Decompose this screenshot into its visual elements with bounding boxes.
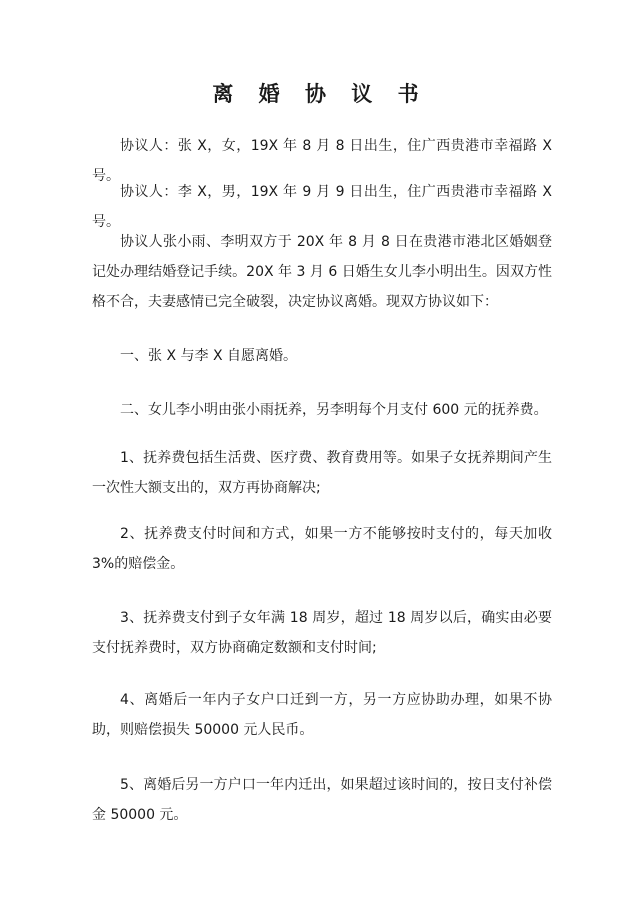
paragraph-party-zhang: 协议人：张 X，女，19X 年 8 月 8 日出生，住广西贵港市幸福路 X 号。 [92, 138, 552, 184]
paragraph-party-li: 协议人：李 X，男，19X 年 9 月 9 日出生，住广西贵港市幸福路 X 号。 [92, 184, 552, 230]
paragraph-subclause-3: 3、抚养费支付到子女年满 18 周岁，超过 18 周岁以后，确实由必要支付抚养费时，双方协商确定数额和支付时间; [92, 610, 552, 656]
paragraph-background: 协议人张小雨、李明双方于 20X 年 8 月 8 日在贵港市港北区婚姻登记处办理结婚登记手续。20X 年 3 月 6 日婚生女儿李小明出生。因双方性格不合，夫妻感情已完全破裂，决定协议离婚。现双方协议如下： [92, 234, 552, 310]
paragraph-subclause-5: 5、离婚后另一方户口一年内迁出，如果超过该时间的，按日支付补偿金 50000 元。 [92, 777, 552, 823]
paragraph-clause-1: 一、张 X 与李 X 自愿离婚。 [120, 348, 297, 364]
paragraph-subclause-2: 2、抚养费支付时间和方式，如果一方不能够按时支付的，每天加收 3%的赔偿金。 [92, 526, 552, 572]
document-title: 离 婚 协 议 书 [212, 82, 428, 106]
paragraph-clause-2: 二、女儿李小明由张小雨抚养，另李明每个月支付 600 元的抚养费。 [120, 402, 548, 418]
paragraph-subclause-4: 4、离婚后一年内子女户口迁到一方，另一方应协助办理，如果不协助，则赔偿损失 50000 元人民币。 [92, 692, 552, 738]
paragraph-subclause-1: 1、抚养费包括生活费、医疗费、教育费用等。如果子女抚养期间产生一次性大额支出的，双方再协商解决; [92, 450, 552, 496]
